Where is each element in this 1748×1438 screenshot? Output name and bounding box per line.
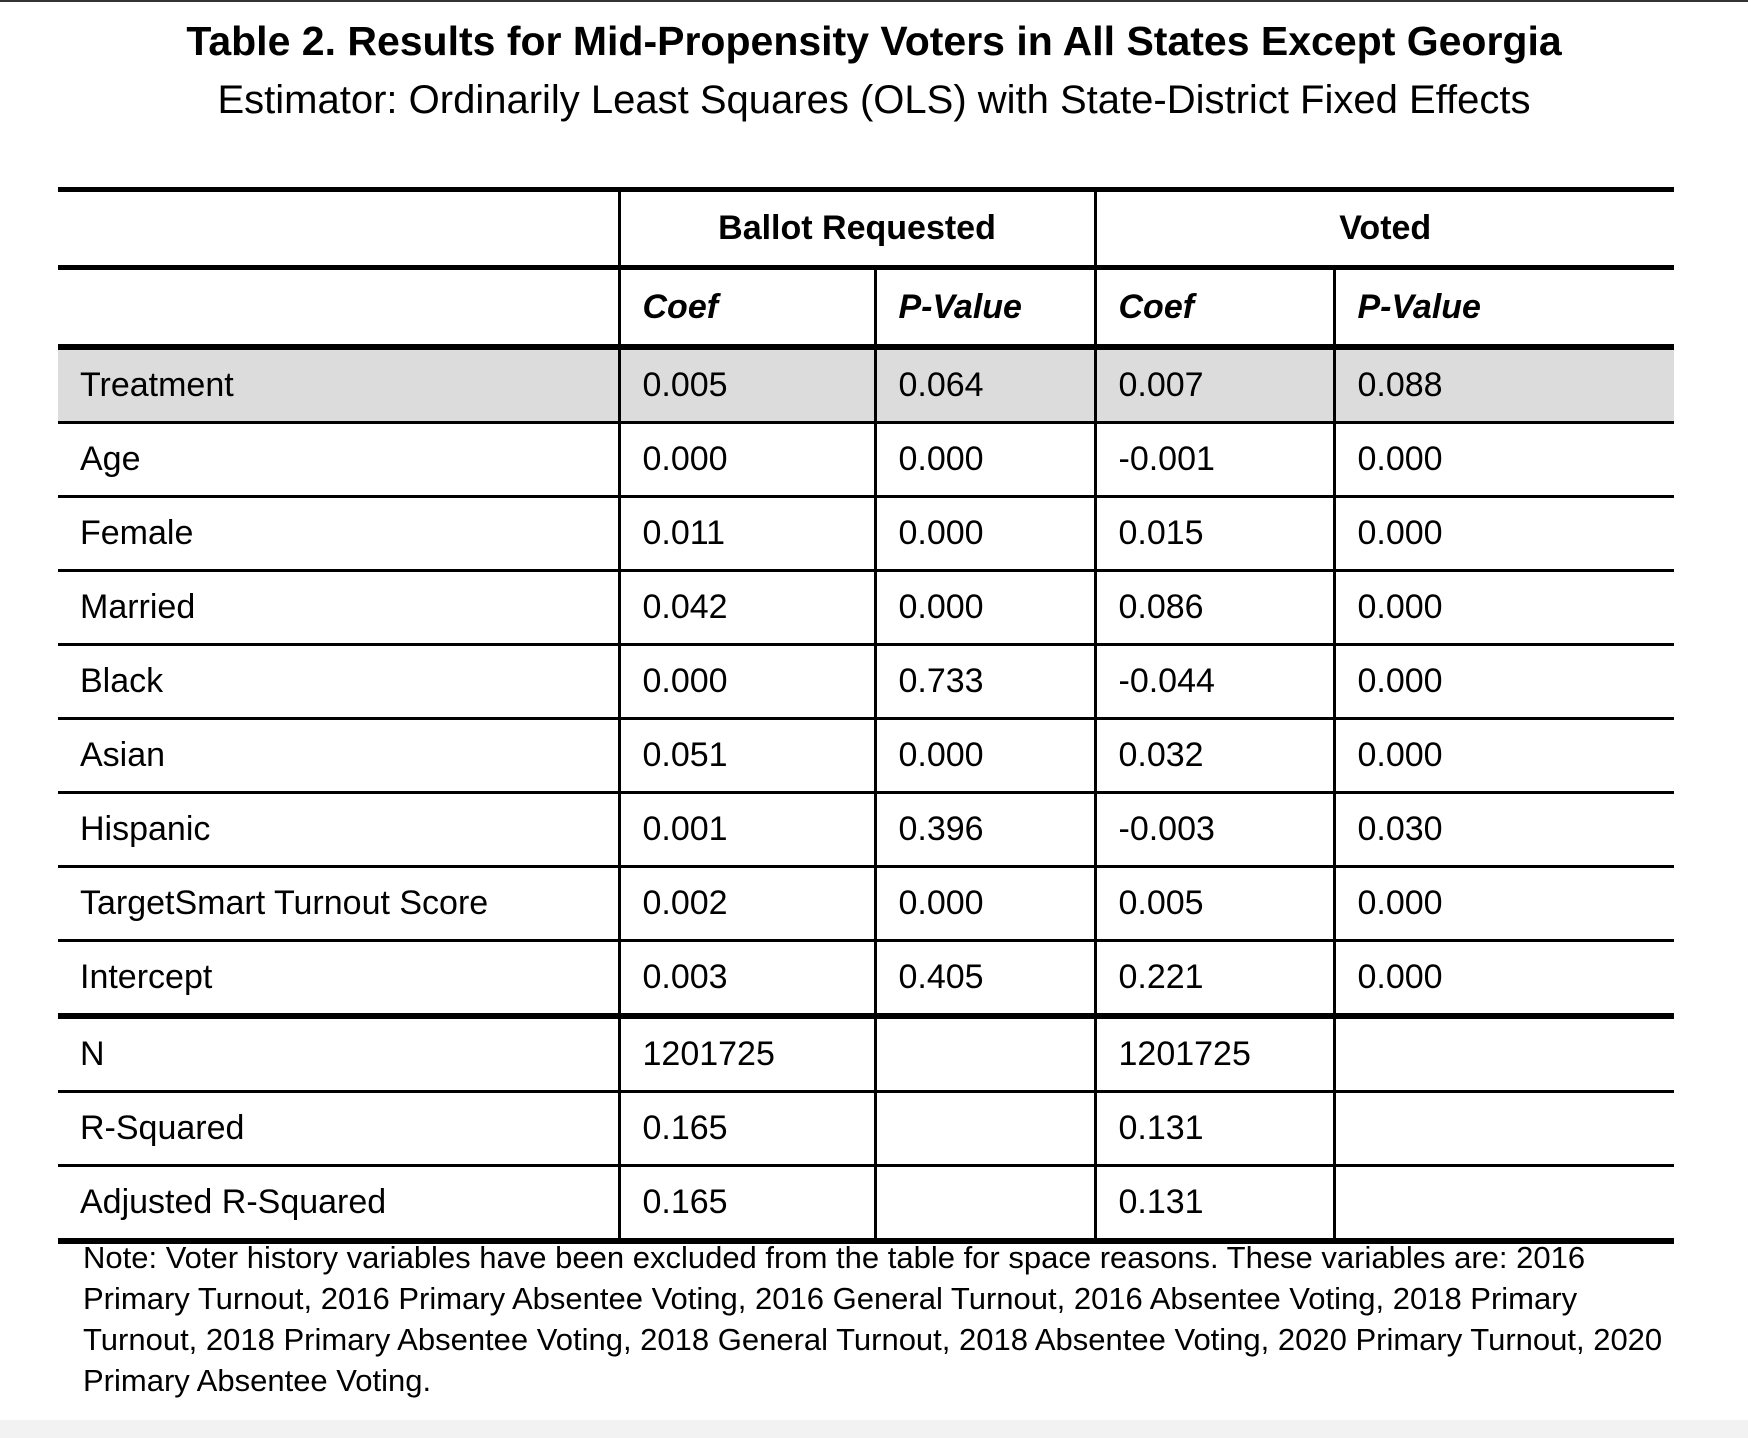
table-title: Table 2. Results for Mid-Propensity Voters in All States Except Georgia [186,18,1562,64]
cell-ballot-coef: 0.005 [619,347,875,423]
cell-voted-coef: 0.015 [1095,497,1334,571]
cell-ballot-pvalue: 0.000 [875,571,1095,645]
cell-ballot-coef: 0.003 [619,941,875,1017]
cell-voted-coef: 0.221 [1095,941,1334,1017]
cell-voted-pvalue: 0.088 [1334,347,1674,423]
bottom-band [0,1420,1748,1438]
cell-ballot-pvalue: 0.000 [875,497,1095,571]
cell-ballot-pvalue: 0.396 [875,793,1095,867]
group-header-row [58,190,1674,268]
cell-voted-pvalue [1334,1016,1674,1092]
cell-ballot-pvalue: 0.000 [875,719,1095,793]
cell-voted-coef: 0.131 [1095,1092,1334,1166]
cell-ballot-coef: 0.165 [619,1092,875,1166]
cell-ballot-coef: 0.165 [619,1166,875,1242]
row-label: Asian [58,719,619,793]
cell-ballot-coef: 1201725 [619,1016,875,1092]
cell-ballot-pvalue: 0.000 [875,423,1095,497]
cell-voted-pvalue: 0.000 [1334,867,1674,941]
table-row-black [58,645,1674,719]
cell-ballot-pvalue: 0.000 [875,867,1095,941]
subheader-blank-cell [58,268,619,348]
table-row-adjusted-r-squared [58,1166,1674,1242]
cell-voted-pvalue [1334,1092,1674,1166]
row-label: Hispanic [58,793,619,867]
cell-ballot-coef: 0.011 [619,497,875,571]
table-note: Note: Voter history variables have been excluded from the table for space reasons. These variables are: 2016 Primary Turnout, 2016 Primary Absentee Voting, 2016 General Turnout, 2016 Absentee Voting, 2018 Primary Turnout, 2018 Primary Absentee Voting, 2018 General Turnout, 2018 Absentee Voting, 2020 Primary Turnout, 2020 Primary Absentee Voting. [83,1240,1663,1398]
column-header-ballot-pvalue: P-Value [875,268,1095,348]
cell-ballot-pvalue [875,1092,1095,1166]
table-row-turnout-score [58,867,1674,941]
cell-voted-coef: 0.007 [1095,347,1334,423]
cell-voted-coef: 0.032 [1095,719,1334,793]
cell-voted-pvalue: 0.000 [1334,719,1674,793]
cell-ballot-coef: 0.000 [619,423,875,497]
cell-voted-coef: 1201725 [1095,1016,1334,1092]
top-rule [0,0,1748,2]
cell-voted-pvalue [1334,1166,1674,1242]
cell-voted-pvalue: 0.000 [1334,423,1674,497]
row-label: Female [58,497,619,571]
table-row-married [58,571,1674,645]
cell-ballot-pvalue: 0.733 [875,645,1095,719]
cell-voted-pvalue: 0.030 [1334,793,1674,867]
header-blank-cell [58,190,619,268]
table-row-asian [58,719,1674,793]
column-header-voted-coef: Coef [1095,268,1334,348]
table-row-r-squared [58,1092,1674,1166]
cell-ballot-coef: 0.002 [619,867,875,941]
table-subtitle: Estimator: Ordinarily Least Squares (OLS) with State-District Fixed Effects [217,78,1531,122]
table-row-treatment [58,347,1674,423]
row-label: TargetSmart Turnout Score [58,867,619,941]
table-row-n [58,1016,1674,1092]
cell-ballot-coef: 0.000 [619,645,875,719]
row-label: R-Squared [58,1092,619,1166]
cell-ballot-pvalue [875,1016,1095,1092]
cell-voted-pvalue: 0.000 [1334,497,1674,571]
cell-ballot-pvalue: 0.064 [875,347,1095,423]
cell-ballot-pvalue: 0.405 [875,941,1095,1017]
table-row-female [58,497,1674,571]
row-label: N [58,1016,619,1092]
cell-voted-pvalue: 0.000 [1334,645,1674,719]
column-header-voted-pvalue: P-Value [1334,268,1674,348]
results-table-container [58,187,1674,1244]
table-row-hispanic [58,793,1674,867]
row-label: Adjusted R-Squared [58,1166,619,1242]
row-label: Black [58,645,619,719]
row-label: Intercept [58,941,619,1017]
cell-voted-pvalue: 0.000 [1334,941,1674,1017]
row-label: Treatment [58,347,619,423]
column-header-row [58,268,1674,348]
column-header-ballot-coef: Coef [619,268,875,348]
cell-voted-coef: -0.003 [1095,793,1334,867]
cell-ballot-coef: 0.051 [619,719,875,793]
table-row-intercept [58,941,1674,1017]
cell-voted-coef: -0.044 [1095,645,1334,719]
results-table [58,187,1674,1244]
table-body [58,347,1674,1241]
cell-voted-pvalue: 0.000 [1334,571,1674,645]
group-header-ballot-requested: Ballot Requested [619,190,1095,268]
cell-voted-coef: -0.001 [1095,423,1334,497]
cell-voted-coef: 0.086 [1095,571,1334,645]
cell-voted-coef: 0.005 [1095,867,1334,941]
cell-voted-coef: 0.131 [1095,1166,1334,1242]
table-row-age [58,423,1674,497]
group-header-voted: Voted [1095,190,1674,268]
cell-ballot-coef: 0.042 [619,571,875,645]
cell-ballot-coef: 0.001 [619,793,875,867]
cell-ballot-pvalue [875,1166,1095,1242]
row-label: Age [58,423,619,497]
row-label: Married [58,571,619,645]
